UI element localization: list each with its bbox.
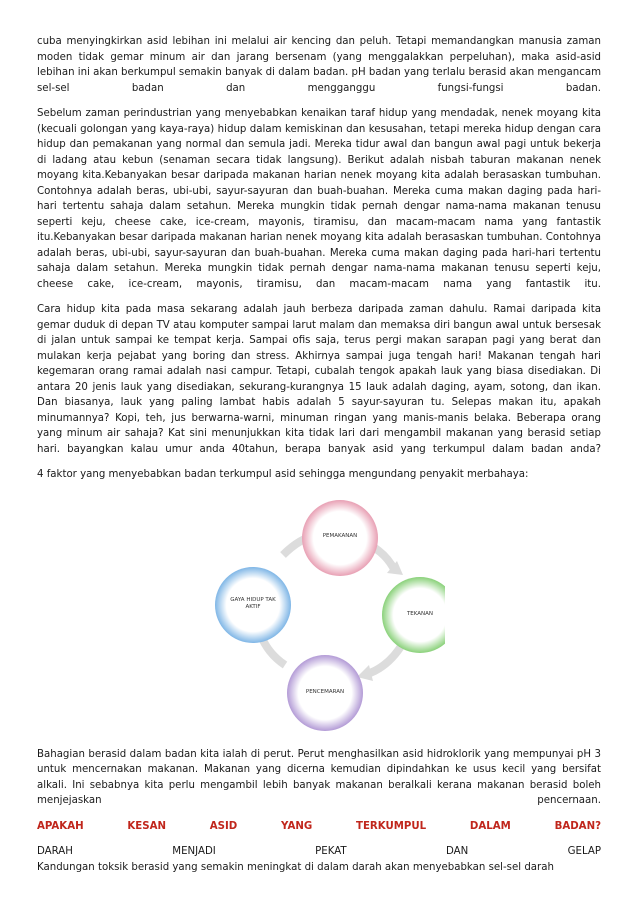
paragraph-2: Sebelum zaman perindustrian yang menyebabkan kenaikan taraf hidup yang mendadak, nenek moyang kita (kecuali golongan yang kaya-raya) hidup dalam kemiskinan dan kesusahan, tetapi mereka hidup dengan cara hidup dan pemakanan yang normal dan semula jadi. Mereka tidur awal dan bangun awal pagi untuk bekerja di ladang atau kebun (senaman secara tidak langsung). Berikut adalah nisbah taburan makanan nenek moyang kita.Kebanyakan besar daripada makanan harian nenek moyang kita adalah berasaskan tumbuhan. Contohnya adalah beras, ubi-ubi, sayur-sayuran dan buah-buahan. Mereka cuma makan daging pada hari-hari tertentu sahaja dalam setahun. Mereka mungkin tidak pernah dengar nama-nama makanan tenusu seperti keju, cheese cake, ice-cream, mayonis, tiramisu, dan macam-macam nama yang fantastik itu.Kebanyakan besar daripada makanan harian nenek moyang kita adalah berasaskan tumbuhan. Contohnya adalah beras, ubi-ubi, sayur-sayuran dan buah-buahan. Mereka cuma makan daging pada hari-hari tertentu sahaja dalam setahun. Mereka mungkin tidak pernah dengar nama-nama makanan tenusu seperti keju, cheese cake, ice-cream, mayonis, tiramisu, dan macam-macam nama yang fantastik itu.	[37, 108, 601, 290]
label-gaya-hidup: GAYA HIDUP TAK AKTIF	[230, 596, 276, 610]
label-pencemaran: PENCEMARAN	[305, 688, 345, 695]
question-heading: APAKAH KESAN ASID YANG TERKUMPUL DALAM BADAN?	[37, 820, 601, 832]
label-pemakanan: PEMAKANAN	[322, 532, 358, 539]
paragraph-6: Kandungan toksik berasid yang semakin meningkat di dalam darah akan menyebabkan sel-sel darah	[37, 861, 554, 873]
paragraph-5: Bahagian berasid dalam badan kita ialah di perut. Perut menghasilkan asid hidroklorik yang mempunyai pH 3 untuk mencernakan makanan. Makanan yang dicerna kemudian dipindahkan ke usus kecil yang bersifat alkali. Ini sebabnya kita perlu mengambil lebih banyak makanan beralkali kerana makanan berasid boleh menjejaskan pencernaan.	[37, 748, 601, 806]
arrow-bottom-right	[370, 643, 403, 673]
document-page	[37, 34, 601, 875]
subheading: DARAH MENJADI PEKAT DAN GELAP	[37, 846, 601, 857]
acid-factors-diagram	[205, 493, 445, 733]
paragraph-4: 4 faktor yang menyebabkan badan terkumpul asid sehingga mengundang penyakit merbahaya:	[37, 469, 529, 480]
paragraph-1: cuba menyingkirkan asid lebihan ini melalui air kencing dan peluh. Tetapi memandangkan manusia zaman moden tidak gemar minum air dan jarang bersenam (yang menggalakkan perpeluhan), maka asid-asid lebihan ini akan berkumpul semakin banyak di dalam badan. pH badan yang terlalu berasid akan mengancam sel-sel badan dan mengganggu fungsi-fungsi badan.	[37, 36, 601, 94]
label-tekanan: TEKANAN	[406, 610, 434, 617]
paragraph-3: Cara hidup kita pada masa sekarang adalah jauh berbeza daripada zaman dahulu. Ramai daripada kita gemar duduk di depan TV atau komputer sampai larut malam dan memaksa diri bangun awal untuk bersesak di jalan untuk sampai ke tempat kerja. Sampai ofis saja, terus pergi makan sarapan pagi yang berat dan mulakan kerja pejabat yang boring dan stress. Akhirnya sampai juga tengah hari! Makanan tengah hari kegemaran orang ramai adalah nasi campur. Tetapi, cubalah tengok apakah lauk yang biasa disediakan. Di antara 20 jenis lauk yang disediakan, sekurang-kurangnya 15 lauk adalah daging, ayam, sotong, dan ikan. Dan biasanya, lauk yang paling lambat habis adalah 5 sayur-sayuran tu. Selepas makan itu, apakah minumannya? Kopi, teh, jus berwarna-warni, minuman ringan yang manis-manis belaka. Beberapa orang yang minum air sahaja? Kat sini menunjukkan kita tidak lari dari mengambil makanan yang berasid setiap hari. bayangkan kalau umur anda 40tahun, berapa banyak asid yang terkumpul dalam badan anda?	[37, 304, 601, 455]
